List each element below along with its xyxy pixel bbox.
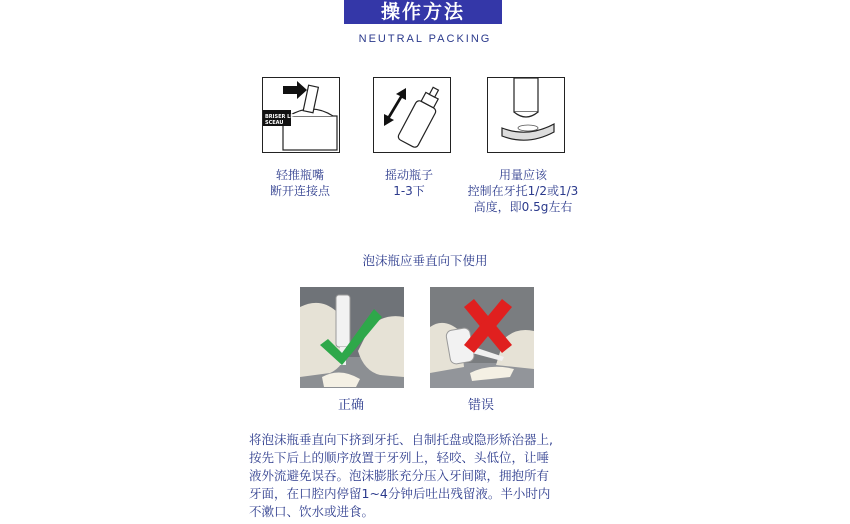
instruction-line: 不漱口、饮水或进食。: [249, 504, 375, 519]
instruction-line: 按先下后上的顺序放置于牙列上，轻咬、头低位，让唾: [249, 450, 550, 465]
page-subtitle: NEUTRAL PACKING: [358, 33, 492, 45]
svg-text:BRISER LE: BRISER LE: [265, 114, 294, 120]
wrong-label: 错误: [468, 398, 495, 413]
instruction-line: 牙面，在口腔内停留1~4分钟后吐出残留液。半小时内: [249, 486, 551, 501]
dose-tray-icon: [487, 77, 565, 153]
step-1-line-1: 轻推瓶嘴: [275, 168, 324, 182]
step-3-line-2: 控制在牙托1/2或1/3: [467, 184, 579, 198]
instructions-paragraph: [249, 431, 601, 521]
correct-label: 正确: [338, 398, 365, 413]
page-title: 操作方法: [344, 0, 502, 24]
step-3-line-1: 用量应该: [498, 168, 547, 182]
shake-bottle-icon: [373, 77, 451, 153]
step-3-line-3: 高度，即0.5g左右: [473, 200, 573, 214]
step-3-text: [443, 167, 603, 215]
usage-title: 泡沫瓶应垂直向下使用: [362, 253, 488, 268]
instruction-line: 将泡沫瓶垂直向下挤到牙托、自制托盘或隐形矫治器上,: [249, 432, 553, 447]
instruction-line: 液外流避免误吞。泡沫膨胀充分压入牙间隙，拥抱所有: [249, 468, 550, 483]
step-2-line-1: 摇动瓶子: [384, 168, 433, 182]
correct-usage-photo: [300, 287, 404, 388]
step-2-line-2: 1-3下: [393, 184, 425, 198]
svg-text:SCEAU: SCEAU: [265, 120, 284, 126]
push-nozzle-icon: [262, 77, 340, 153]
wrong-usage-photo: [430, 287, 534, 388]
step-1-line-2: 断开连接点: [269, 184, 330, 198]
